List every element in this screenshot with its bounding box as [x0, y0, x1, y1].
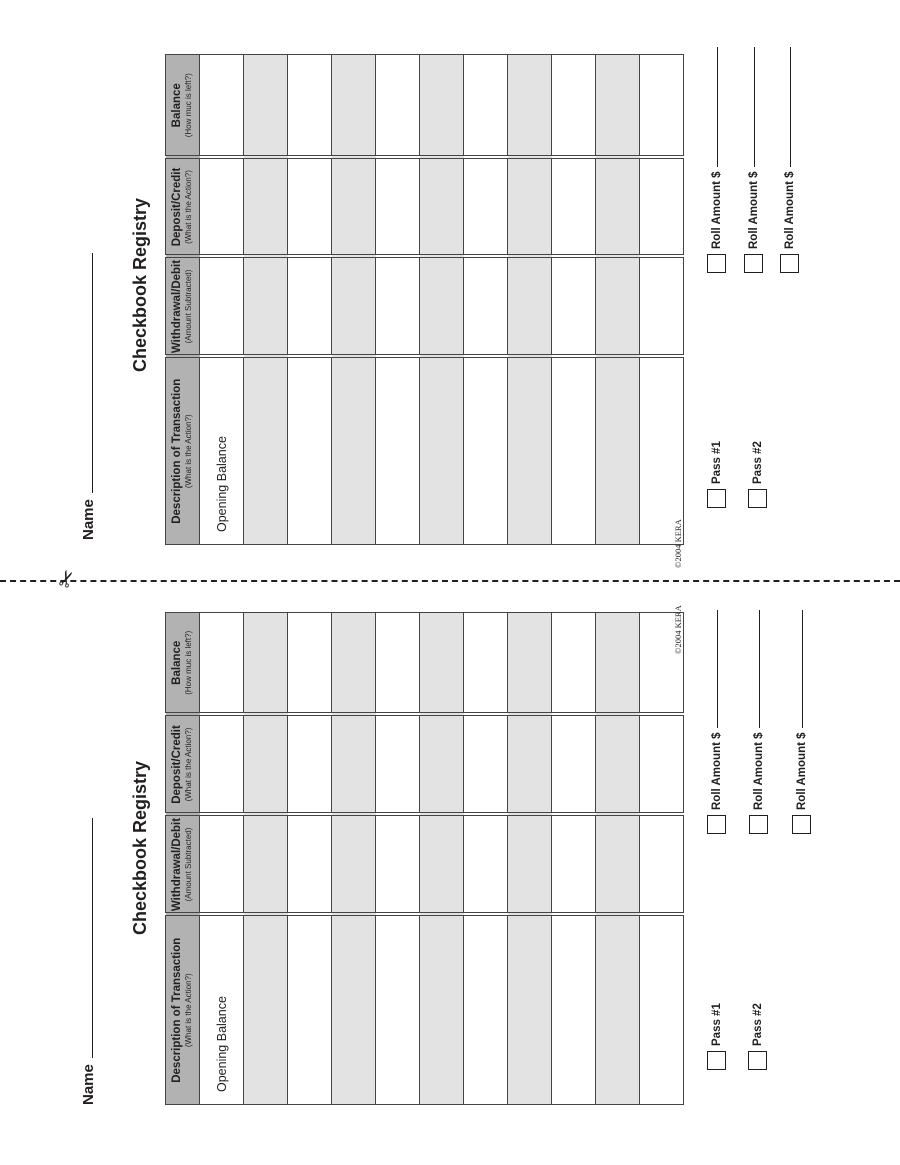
table-row[interactable] — [640, 613, 684, 1105]
name-blank[interactable] — [91, 818, 93, 1058]
table-row[interactable] — [420, 613, 464, 1105]
scissors-icon: ✂ — [51, 565, 82, 592]
roll-amount-blank[interactable] — [758, 610, 760, 728]
table-row[interactable] — [508, 613, 552, 1105]
copyright: ©2004 KERA — [673, 605, 683, 654]
copyright: ©2004 KERA — [673, 519, 683, 568]
table-row[interactable] — [464, 55, 508, 545]
table-row[interactable] — [332, 55, 376, 545]
table-row[interactable] — [508, 55, 552, 545]
table-row[interactable] — [288, 55, 332, 545]
roll-3-checkbox[interactable] — [780, 254, 799, 273]
col-deposit-header: Deposit/Credit (What is the Action?) — [166, 158, 200, 257]
roll-amount-blank[interactable] — [716, 610, 718, 728]
table-row[interactable] — [244, 613, 288, 1105]
table-row[interactable] — [596, 613, 640, 1105]
pass-1-checkbox[interactable] — [707, 1051, 726, 1070]
table-header-row — [166, 55, 200, 545]
table-row[interactable] — [464, 613, 508, 1105]
col-withdrawal-header: Withdrawal/Debit (Amount Subtracted) — [166, 257, 200, 357]
cut-line — [0, 580, 900, 582]
table-row[interactable] — [640, 55, 684, 545]
roll-amount-blank[interactable] — [789, 47, 791, 167]
roll-amount-1-bottom[interactable]: Roll Amount $ — [707, 610, 726, 834]
table-row[interactable] — [376, 55, 420, 545]
roll-1-checkbox[interactable] — [707, 254, 726, 273]
register-table-bottom — [165, 612, 684, 1105]
pass-1-option-top[interactable]: Pass #1 — [707, 441, 726, 508]
page-title-top: Checkbook Registry — [130, 197, 150, 372]
opening-balance-cell: Opening Balance — [200, 915, 244, 1105]
table-row[interactable] — [332, 613, 376, 1105]
table-row[interactable] — [288, 613, 332, 1105]
name-label: Name — [80, 499, 97, 540]
roll-amount-blank[interactable] — [801, 610, 803, 728]
name-field-bottom — [80, 818, 97, 1105]
page-title-bottom: Checkbook Registry — [130, 760, 150, 935]
opening-balance-cell: Opening Balance — [200, 357, 244, 545]
roll-3-checkbox[interactable] — [792, 815, 811, 834]
roll-amount-3-top[interactable]: Roll Amount $ — [780, 47, 799, 273]
table-header-row — [166, 613, 200, 1105]
pass-2-checkbox[interactable] — [748, 1051, 767, 1070]
table-row[interactable] — [200, 613, 244, 1105]
col-balance-header: Balance (How muc is left?) — [166, 613, 200, 715]
name-label: Name — [80, 1064, 97, 1105]
table-row[interactable] — [200, 55, 244, 545]
pass-1-option-bottom[interactable]: Pass #1 — [707, 1003, 726, 1070]
name-blank[interactable] — [91, 253, 93, 493]
col-balance-header: Balance (How muc is left?) — [166, 55, 200, 158]
register-table-top — [165, 54, 684, 545]
table-row[interactable] — [420, 55, 464, 545]
roll-amount-2-top[interactable]: Roll Amount $ — [744, 47, 763, 273]
col-withdrawal-header: Withdrawal/Debit (Amount Subtracted) — [166, 815, 200, 915]
roll-amount-blank[interactable] — [716, 47, 718, 167]
table-row[interactable] — [376, 613, 420, 1105]
roll-2-checkbox[interactable] — [749, 815, 768, 834]
roll-amount-2-bottom[interactable]: Roll Amount $ — [749, 610, 768, 834]
pass-2-option-bottom[interactable]: Pass #2 — [748, 1003, 767, 1070]
col-deposit-header: Deposit/Credit (What is the Action?) — [166, 715, 200, 815]
roll-amount-blank[interactable] — [753, 47, 755, 167]
col-description-header: Description of Transaction (What is the Action?) — [166, 915, 200, 1105]
pass-1-checkbox[interactable] — [707, 489, 726, 508]
table-row[interactable] — [552, 55, 596, 545]
name-field-top — [80, 253, 97, 540]
roll-amount-1-top[interactable]: Roll Amount $ — [707, 47, 726, 273]
table-row[interactable] — [552, 613, 596, 1105]
roll-1-checkbox[interactable] — [707, 815, 726, 834]
pass-2-checkbox[interactable] — [748, 489, 767, 508]
table-row[interactable] — [244, 55, 288, 545]
col-description-header: Description of Transaction (What is the Action?) — [166, 357, 200, 545]
table-row[interactable] — [596, 55, 640, 545]
roll-amount-3-bottom[interactable]: Roll Amount $ — [792, 610, 811, 834]
roll-2-checkbox[interactable] — [744, 254, 763, 273]
pass-2-option-top[interactable]: Pass #2 — [748, 441, 767, 508]
